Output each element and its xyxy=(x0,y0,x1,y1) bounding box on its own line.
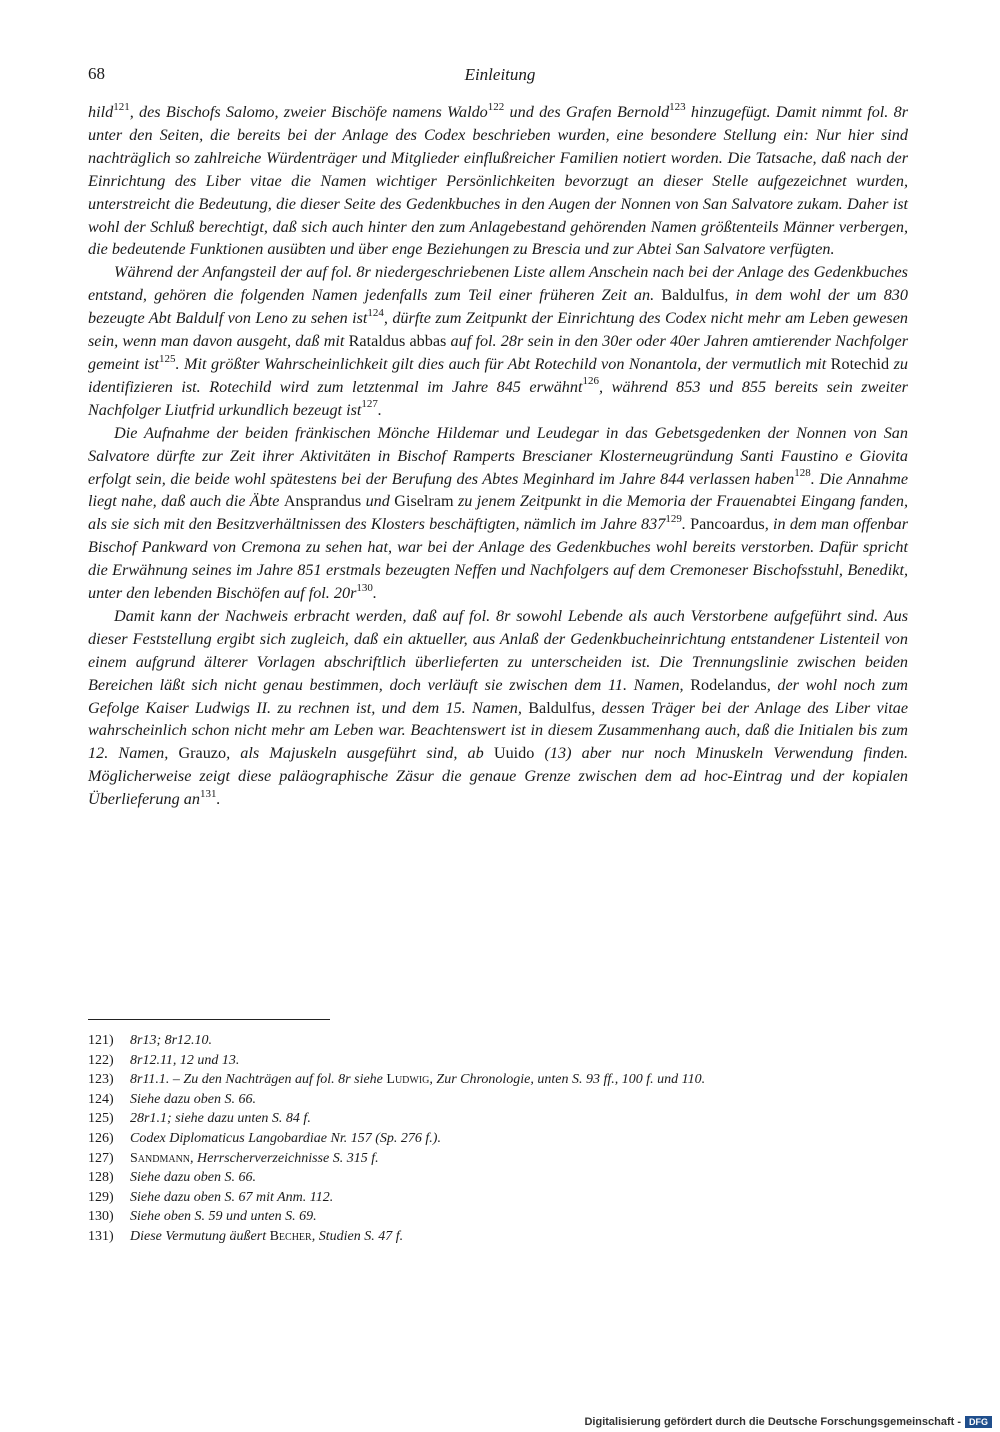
paragraph-1 xyxy=(88,101,908,261)
text-span: , Herrscherverzeichnisse S. 315 f. xyxy=(190,1150,379,1166)
page-number: 68 xyxy=(88,64,105,83)
footnote-divider xyxy=(88,1019,330,1020)
text-span: , dessen Träger bei der Anlage des Liber vitae wahrscheinlich schon nicht mehr am Leben war. Beachtenswert ist in diesem Zusammenhang auch, daß die Initialen bis zum 12. Namen, xyxy=(88,698,909,763)
footnote-text: Siehe dazu oben S. 66. xyxy=(130,1091,256,1107)
name-roman: Rodelandus xyxy=(690,675,767,694)
text-span: . xyxy=(377,400,382,419)
footnote xyxy=(88,1227,888,1247)
footnote xyxy=(88,1168,888,1188)
body-text xyxy=(88,101,908,811)
author-name: Sandmann xyxy=(130,1150,191,1166)
footnote-number: 123) xyxy=(88,1072,114,1088)
footnote xyxy=(88,1188,888,1208)
footnote-text: Siehe dazu oben S. 66. xyxy=(130,1170,256,1186)
footnote xyxy=(88,1051,888,1071)
author-name: Ludwig xyxy=(386,1072,430,1088)
footnote-ref: 126 xyxy=(582,375,599,388)
author-name: Becher xyxy=(269,1228,312,1244)
paragraph-4 xyxy=(88,605,908,811)
text-span: hinzugefügt. Damit nimmt fol. 8r unter den Seiten, die bereits bei der Anlage des Codex beschrieben wurden, eine besondere Stellung ein: Nur hier sind nachträglich so zahlreiche Würdenträger und Mitglieder einflußreicher Familien notiert worden. Die Tatsache, daß nach der Einrichtung des Liber vitae die Namen wichtiger Persönlichkeiten bevorzugt an dieser Stelle aufgezeichnet wurden, unterstreicht die Bedeutung, die dieser Seite des Gedenkbuches in den Augen der Nonnen von San Salvatore zukam. Daher ist wohl der Schluß berechtigt, daß sich auch hinter den zum Anlagebestand gehörenden Namen größtenteils Männer verbergen, die bedeutende Funktionen ausübten und über enge Beziehungen zu Brescia und zur Abtei San Salvatore verfügten. xyxy=(88,103,908,259)
footnote-number: 127) xyxy=(88,1150,114,1166)
footnote-number: 131) xyxy=(88,1228,114,1244)
text-span: Damit kann der Nachweis erbracht werden, daß auf fol. 8r sowohl Lebende als auch Verstorbene aufgeführt sind. Aus dieser Feststellung ergibt sich zugleich, daß ein aktueller, aus Anlaß der Gedenkbucheinrichtung entstandener Listenteil von einem aufgrund älterer Vorlagen abschriftlich überlieferten zu unterscheiden ist. Die Trennungslinie zwischen beiden Bereichen läßt sich nicht genau bestimmen, doch verläuft sie zwischen dem 11. Namen, xyxy=(88,606,908,694)
name-roman: Pancoardus xyxy=(690,515,765,534)
footnote-text xyxy=(130,1149,379,1169)
text-span: zu identifizieren ist. Rotechild wird zum letztenmal im Jahre 845 erwähnt xyxy=(88,354,908,396)
footnote-text: 8r13; 8r12.10. xyxy=(130,1033,213,1048)
footnote-text: Siehe oben S. 59 und unten S. 69. xyxy=(130,1209,317,1225)
footnote-ref: 128 xyxy=(794,467,811,480)
text-span: . xyxy=(372,584,377,603)
footnote xyxy=(88,1207,888,1227)
footnote-ref: 124 xyxy=(367,306,384,319)
footnote-ref: 121 xyxy=(113,100,130,113)
funding-note xyxy=(584,1416,992,1428)
footnote-number: 129) xyxy=(88,1189,114,1205)
text-span: , als Majuskeln ausgeführt sind, ab xyxy=(226,744,494,763)
paragraph-2 xyxy=(88,261,908,421)
text-span: , der wohl noch zum Gefolge Kaiser Ludwigs II. zu rechnen ist, und dem 15. Namen, xyxy=(88,675,908,717)
text-span: und des Grafen Bernold xyxy=(504,103,670,121)
footnote xyxy=(88,1090,888,1110)
footnote-number: 122) xyxy=(88,1052,114,1068)
dfg-logo: DFG xyxy=(965,1416,992,1428)
footnote-ref: 131 xyxy=(199,787,217,800)
name-roman: Rataldus abbas xyxy=(348,332,447,351)
footnote-ref: 129 xyxy=(665,512,682,525)
text-span: hild xyxy=(88,103,114,121)
footnote-text xyxy=(130,1227,403,1247)
footnote-text: Codex Diplomaticus Langobardiae Nr. 157 (Sp. 276 f.). xyxy=(130,1130,441,1146)
footnote-ref: 122 xyxy=(487,100,505,113)
footnote-ref: 130 xyxy=(356,581,373,594)
footnote-number: 128) xyxy=(88,1170,114,1186)
funding-text: Digitalisierung gefördert durch die Deutsche Forschungsgemeinschaft - xyxy=(584,1416,961,1428)
text-span: , in dem wohl der um 830 bezeugte Abt Baldulf von Leno zu sehen ist xyxy=(88,286,908,328)
text-span: Die Aufnahme der beiden fränkischen Mönche Hildemar und Leudegar in das Gebetsgedenken der Nonnen von San Salvatore dürfte zur Zeit ihrer Aktivitäten in Bischof Ramperts Brescianer Klosterneugründung Santi Faustino e Giovita erfolgt sein, die beide wohl spätestens bei der Berufung des Abtes Meginhard im Jahre 844 verlassen haben xyxy=(88,423,908,488)
name-roman: Uuido xyxy=(493,744,535,763)
name-roman: Baldulfus xyxy=(528,698,592,717)
text-span: . Die Annahme liegt nahe, daß auch die Äbte xyxy=(88,469,909,511)
footnote-text: Siehe dazu oben S. 67 mit Anm. 112. xyxy=(130,1189,334,1205)
name-roman: Giselram xyxy=(394,492,454,511)
name-roman: Grauzo xyxy=(178,744,227,763)
text-span: (13) aber nur noch Minuskeln Verwendung finden. Möglicherweise zeigt diese paläographische Zäsur die genaue Grenze zwischen dem ad hoc-Eintrag und der kopialen Überlieferung an xyxy=(88,744,908,809)
footnote-number: 125) xyxy=(88,1111,114,1127)
footnote xyxy=(88,1031,888,1051)
footnote-ref: 127 xyxy=(361,398,378,411)
text-span: . xyxy=(216,790,221,809)
text-span: auf fol. 28r sein in den 30er oder 40er Jahren amtierender Nachfolger gemeint ist xyxy=(88,332,908,373)
text-span: Diese Vermutung äußert xyxy=(130,1228,270,1244)
footnote-number: 124) xyxy=(88,1091,114,1107)
text-span: , des Bischofs Salomo, zweier Bischöfe namens Waldo xyxy=(129,103,488,121)
footnote-text: 28r1.1; siehe dazu unten S. 84 f. xyxy=(130,1111,311,1127)
text-span: , Studien S. 47 f. xyxy=(311,1228,404,1244)
footnote-ref: 125 xyxy=(159,352,176,365)
running-head: Einleitung xyxy=(464,65,536,84)
text-span: . xyxy=(681,515,691,534)
footnote xyxy=(88,1109,888,1129)
footnote xyxy=(88,1070,888,1090)
name-roman: Rotechid xyxy=(830,354,890,373)
text-span: zu jenem Zeitpunkt in die Memoria der Frauenabtei Eingang fanden, als sie sich mit den Besitzverhältnissen des Klosters beschäftigten, nämlich im Jahre 837 xyxy=(88,492,908,534)
name-roman: Ansprandus xyxy=(283,492,362,511)
footnote-ref: 123 xyxy=(669,100,686,113)
footnote xyxy=(88,1129,888,1149)
footnote-text: 8r12.11, 12 und 13. xyxy=(130,1052,240,1068)
paragraph-3 xyxy=(88,422,908,605)
footnote-text xyxy=(130,1070,705,1090)
text-span: , dürfte zum Zeitpunkt der Einrichtung des Codex nicht mehr am Leben gewesen sein, wenn man davon ausgeht, daß mit xyxy=(88,309,908,351)
text-span: . Mit größter Wahrscheinlichkeit gilt dies auch für Abt Rotechild von Nonantola, der vermutlich mit xyxy=(175,354,831,373)
footnotes xyxy=(88,1031,888,1247)
footnote xyxy=(88,1149,888,1169)
footnote-number: 121) xyxy=(88,1033,114,1048)
text-span: Während der Anfangsteil der auf fol. 8r niedergeschriebenen Liste allem Anschein nach bei der Anlage des Gedenkbuches entstand, gehören die folgenden Namen jedenfalls zum Teil einer früheren Zeit an. xyxy=(88,263,908,305)
footnote-number: 126) xyxy=(88,1130,114,1146)
name-roman: Baldulfus xyxy=(661,286,725,305)
text-span: , Zur Chronologie, unten S. 93 ff., 100 f. und 110. xyxy=(429,1072,706,1088)
text-span: , in dem man offenbar Bischof Pankward von Cremona zu sehen hat, war bei der Anlage des Gedenkbuches wohl bereits verstorben. Dafür spricht die Erwähnung seines im Jahre 851 erstmals bezeugten Neffen und Nachfolgers auf dem Cremoneser Bischofsstuhl, Benedikt, unter den lebenden Bischöfen auf fol. 20r xyxy=(88,515,909,603)
text-span: 8r11.1. – Zu den Nachträgen auf fol. 8r siehe xyxy=(130,1072,387,1088)
text-span: , während 853 und 855 bereits sein zweiter Nachfolger Liutfrid urkundlich bezeugt ist xyxy=(88,377,908,419)
text-span: und xyxy=(361,492,395,511)
footnote-number: 130) xyxy=(88,1209,114,1225)
